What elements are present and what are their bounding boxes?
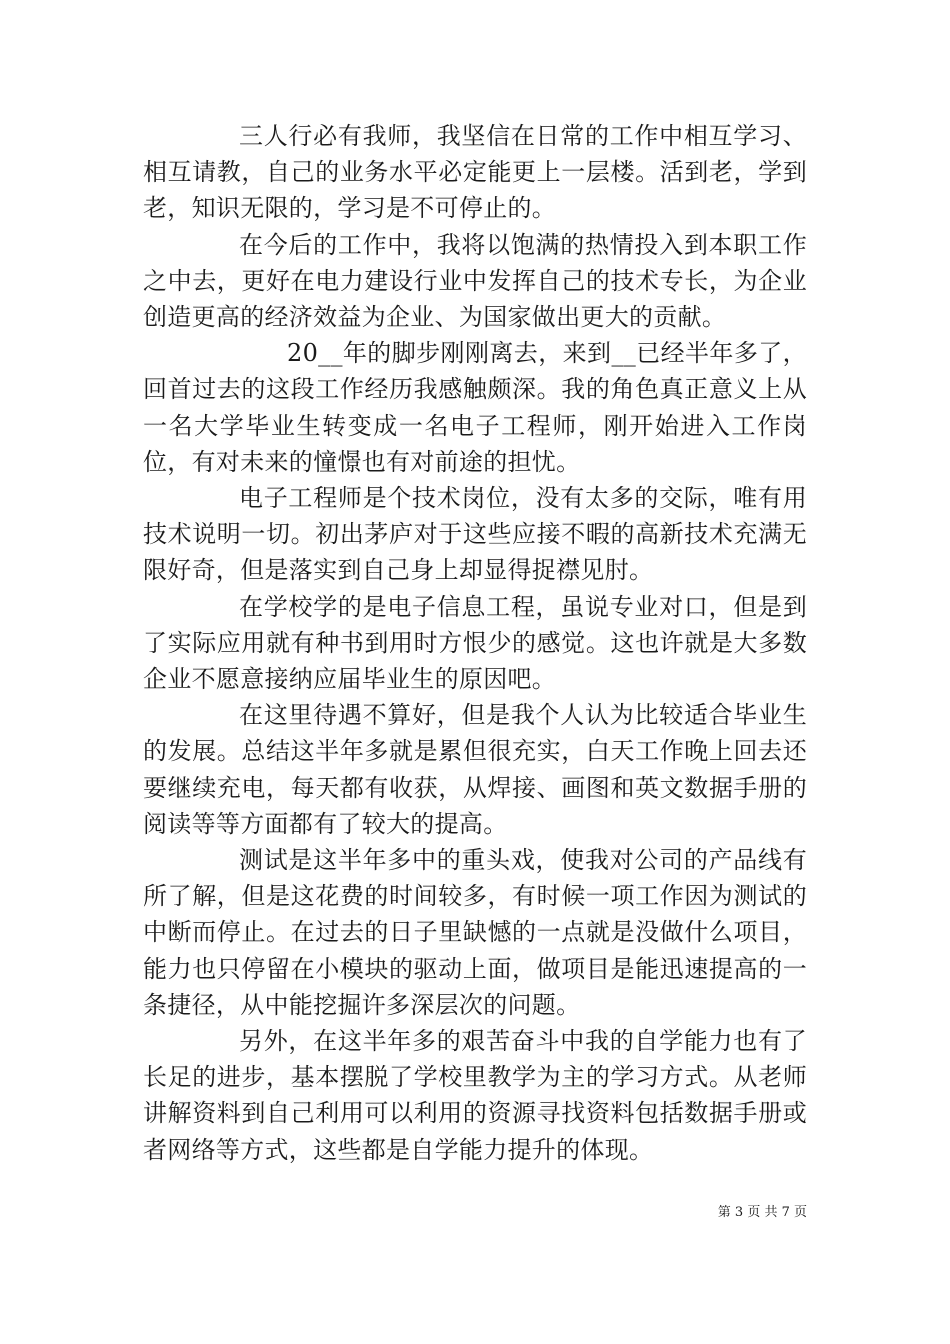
paragraph-6: 在这里待遇不算好，但是我个人认为比较适合毕业生的发展。总结这半年多就是累但很充实，白天工作晚上回去还要继续充电，每天都有收获，从焊接、画图和英文数据手册的阅读等等方面都有了较大的提高。 [143, 701, 807, 838]
page-number-label: 第 3 页 共 7 页 [717, 1205, 807, 1220]
paragraph-7: 测试是这半年多中的重头戏，使我对公司的产品线有所了解，但是这花费的时间较多，有时候一项工作因为测试的中断而停止。在过去的日子里缺憾的一点就是没做什么项目，能力也只停留在小模块的驱动上面，做项目是能迅速提高的一条捷径，从中能挖掘许多深层次的问题。 [143, 846, 807, 1019]
paragraph-2: 在今后的工作中，我将以饱满的热情投入到本职工作之中去，更好在电力建设行业中发挥自己的技术专长，为企业创造更高的经济效益为企业、为国家做出更大的贡献。 [143, 230, 807, 332]
document-body [143, 118, 807, 1168]
paragraph-1: 三人行必有我师，我坚信在日常的工作中相互学习、相互请教，自己的业务水平必定能更上一层楼。活到老，学到老，知识无限的，学习是不可停止的。 [143, 122, 807, 223]
paragraph-4: 电子工程师是个技术岗位，没有太多的交际，唯有用技术说明一切。初出茅庐对于这些应接不暇的高新技术充满无限好奇，但是落实到自己身上却显得捉襟见肘。 [143, 484, 807, 585]
paragraph-3: 20__年的脚步刚刚离去，来到__已经半年多了，回首过去的这段工作经历我感触颇深。我的角色真正意义上从一名大学毕业生转变成一名电子工程师，刚开始进入工作岗位，有对未来的憧憬也有对前途的担忧。 [143, 339, 807, 476]
paragraph-5: 在学校学的是电子信息工程，虽说专业对口，但是到了实际应用就有种书到用时方恨少的感觉。这也许就是大多数企业不愿意接纳应届毕业生的原因吧。 [143, 592, 807, 694]
page-footer [0, 1204, 807, 1222]
paragraph-8: 另外，在这半年多的艰苦奋斗中我的自学能力也有了长足的进步，基本摆脱了学校里教学为主的学习方式。从老师讲解资料到自己利用可以利用的资源寻找资料包括数据手册或者网络等方式，这些都是自学能力提升的体现。 [143, 1027, 807, 1164]
